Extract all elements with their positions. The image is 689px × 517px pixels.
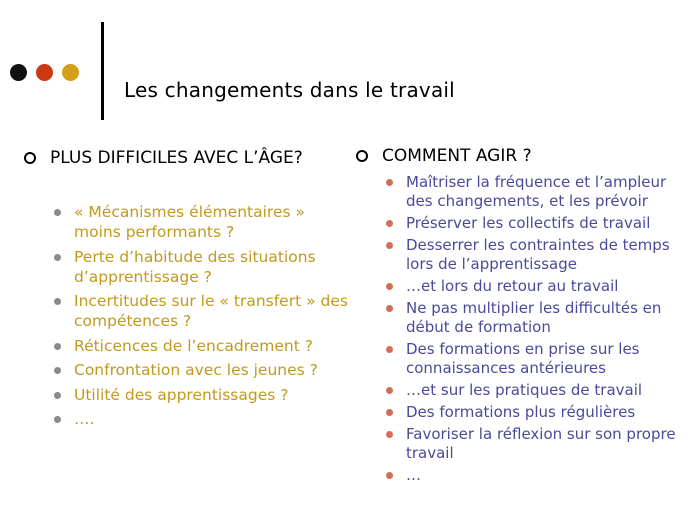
right-list <box>386 173 686 485</box>
bullet-icon <box>386 431 393 438</box>
list-item-text: Préserver les collectifs de travail <box>406 214 651 232</box>
list-item <box>54 202 354 242</box>
left-column <box>24 148 354 434</box>
list-item <box>386 214 686 233</box>
bullet-icon <box>54 254 61 261</box>
list-item-text: Des formations plus régulières <box>406 403 636 421</box>
list-item <box>386 340 686 378</box>
bullet-icon <box>54 367 61 374</box>
list-item <box>386 236 686 274</box>
bullet-icon <box>386 472 393 479</box>
list-item-text: …et sur les pratiques de travail <box>406 381 643 399</box>
bullet-icon <box>54 298 61 305</box>
left-heading <box>24 148 354 168</box>
bullet-icon <box>386 220 393 227</box>
bullet-icon <box>386 409 393 416</box>
red-dot-icon <box>36 64 53 81</box>
list-item-text: Favoriser la réflexion sur son propre travail <box>406 425 676 462</box>
list-item <box>54 385 354 405</box>
list-item <box>386 403 686 422</box>
list-item-text: Des formations en prise sur les connaissances antérieures <box>406 340 640 377</box>
bullet-icon <box>54 343 61 350</box>
bullet-icon <box>386 179 393 186</box>
list-item <box>386 381 686 400</box>
list-item-text: … <box>406 466 421 484</box>
list-item-text: Desserrer les contraintes de temps lors de l’apprentissage <box>406 236 670 273</box>
list-item-text: Réticences de l’encadrement ? <box>74 336 313 355</box>
bullet-icon <box>386 387 393 394</box>
list-item <box>54 336 354 356</box>
gold-dot-icon <box>62 64 79 81</box>
list-item <box>386 425 686 463</box>
left-list <box>54 202 354 429</box>
list-item-text: Utilité des apprentissages ? <box>74 385 289 404</box>
list-item-text: « Mécanismes élémentaires » moins performants ? <box>74 203 305 241</box>
list-item-text: Maîtriser la fréquence et l’ampleur des changements, et les prévoir <box>406 173 667 210</box>
left-heading-text: PLUS DIFFICILES AVEC L’ÂGE? <box>50 148 303 168</box>
right-column <box>356 146 686 488</box>
bullet-icon <box>386 283 393 290</box>
list-item-text: Perte d’habitude des situations d’apprentissage ? <box>74 247 316 286</box>
list-item-text: …. <box>74 410 95 428</box>
list-item-text: Incertitudes sur le « transfert » des compétences ? <box>74 292 348 330</box>
bullet-icon <box>386 346 393 353</box>
bullet-icon <box>386 305 393 312</box>
decorative-dots <box>10 64 79 81</box>
right-heading <box>356 146 686 166</box>
list-item <box>386 277 686 296</box>
ring-bullet-icon <box>356 150 368 162</box>
list-item-text: …et lors du retour au travail <box>406 277 619 295</box>
list-item <box>386 299 686 337</box>
ring-bullet-icon <box>24 152 36 164</box>
bullet-icon <box>54 392 61 399</box>
vertical-divider <box>101 22 104 120</box>
bullet-icon <box>54 416 61 423</box>
slide-title: Les changements dans le travail <box>124 78 455 102</box>
right-heading-text: COMMENT AGIR ? <box>382 146 532 166</box>
bullet-icon <box>54 209 61 216</box>
black-dot-icon <box>10 64 27 81</box>
list-item <box>54 247 354 287</box>
list-item <box>54 360 354 380</box>
list-item <box>54 409 354 429</box>
bullet-icon <box>386 242 393 249</box>
list-item <box>386 173 686 211</box>
list-item <box>386 466 686 485</box>
list-item <box>54 291 354 331</box>
list-item-text: Confrontation avec les jeunes ? <box>74 361 318 379</box>
list-item-text: Ne pas multiplier les difficultés en début de formation <box>406 299 662 336</box>
